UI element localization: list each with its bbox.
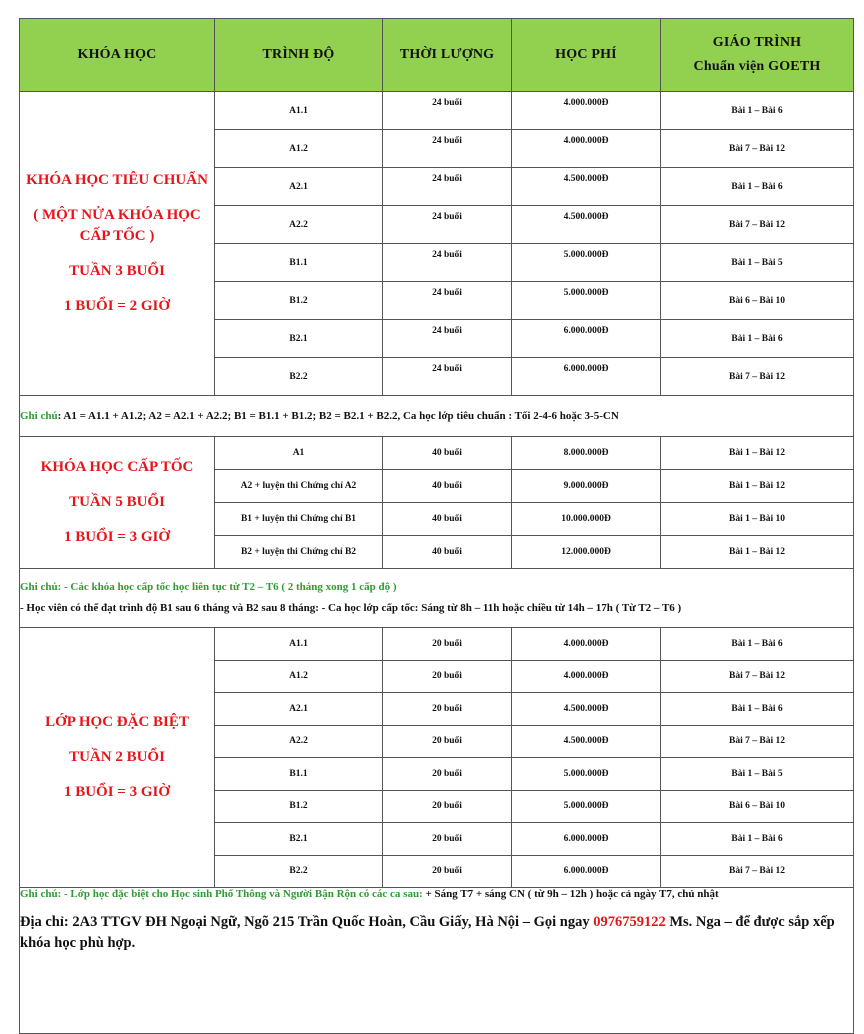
book-cell: Bài 7 – Bài 12 xyxy=(661,660,854,693)
book-cell: Bài 7 – Bài 12 xyxy=(661,358,854,396)
note-label: Ghi chú xyxy=(20,581,58,594)
book-cell: Bài 1 – Bài 12 xyxy=(661,437,854,470)
fee-cell: 4.500.000Đ xyxy=(512,168,661,206)
course-table xyxy=(19,18,854,1034)
level-cell: B1 + luyện thi Chứng chỉ B1 xyxy=(215,503,383,536)
duration-cell: 24 buổi xyxy=(383,244,512,282)
fee-cell: 4.500.000Đ xyxy=(512,206,661,244)
course-title-intensive xyxy=(20,437,215,569)
level-cell: A1.1 xyxy=(215,92,383,130)
table-row xyxy=(20,437,854,470)
book-cell: Bài 7 – Bài 12 xyxy=(661,130,854,168)
fee-cell: 12.000.000Đ xyxy=(512,536,661,569)
header-textbook-line1: GIÁO TRÌNH xyxy=(712,35,802,50)
note-line-1 xyxy=(20,577,853,598)
fee-cell: 4.500.000Đ xyxy=(512,725,661,758)
section-standard xyxy=(20,92,854,396)
header-fee: HỌC PHÍ xyxy=(512,19,661,92)
book-cell: Bài 7 – Bài 12 xyxy=(661,206,854,244)
note-row-intensive xyxy=(20,569,854,628)
note-text: + Sáng T7 + sáng CN ( từ 9h – 12h ) hoặc cả ngày T7, chủ nhật xyxy=(422,888,719,900)
book-cell: Bài 1 – Bài 6 xyxy=(661,92,854,130)
fee-cell: 6.000.000Đ xyxy=(512,358,661,396)
course-title-line: 1 BUỔI = 3 GIỜ xyxy=(63,784,171,800)
book-cell: Bài 6 – Bài 10 xyxy=(661,790,854,823)
duration-cell: 24 buổi xyxy=(383,358,512,396)
course-title-line: 1 BUỔI = 3 GIỜ xyxy=(63,529,171,545)
level-cell: B2 + luyện thi Chứng chỉ B2 xyxy=(215,536,383,569)
course-title-line: ( MỘT NỬA KHÓA HỌC CẤP TỐC ) xyxy=(33,207,201,244)
section-special xyxy=(20,628,854,888)
book-cell: Bài 7 – Bài 12 xyxy=(661,725,854,758)
fee-cell: 6.000.000Đ xyxy=(512,855,661,888)
level-cell: A2.2 xyxy=(215,725,383,758)
fee-cell: 4.000.000Đ xyxy=(512,628,661,661)
fee-cell: 10.000.000Đ xyxy=(512,503,661,536)
level-cell: B2.2 xyxy=(215,358,383,396)
course-title-special xyxy=(20,628,215,888)
note-label: Ghi chú xyxy=(20,888,58,900)
book-cell: Bài 1 – Bài 6 xyxy=(661,693,854,726)
course-title-line: 1 BUỔI = 2 GIỜ xyxy=(63,298,171,314)
header-row xyxy=(20,19,854,92)
duration-cell: 20 buổi xyxy=(383,725,512,758)
level-cell: A2.1 xyxy=(215,168,383,206)
header-textbook-line2: Chuẩn viện GOETH xyxy=(693,59,821,74)
level-cell: B2.2 xyxy=(215,855,383,888)
level-cell: B1.1 xyxy=(215,244,383,282)
course-title-line: TUẦN 2 BUỔI xyxy=(69,749,165,765)
note-text: : A1 = A1.1 + A1.2; A2 = A2.1 + A2.2; B1 = B1.1 + B1.2; B2 = B2.1 + B2.2, Ca học lớp tiêu chuẩn : Tối 2-4-6 hoặc 3-5-CN xyxy=(57,410,619,422)
level-cell: A1.1 xyxy=(215,628,383,661)
address-text: Địa chỉ: 2A3 TTGV ĐH Ngoại Ngữ, Ngõ 215 Trần Quốc Hoàn, Cầu Giấy, Hà Nội – Gọi ngay xyxy=(20,914,594,930)
duration-cell: 24 buổi xyxy=(383,206,512,244)
course-title-line: TUẦN 5 BUỔI xyxy=(69,494,165,510)
course-title-line: LỚP HỌC ĐẶC BIỆT xyxy=(45,714,189,730)
duration-cell: 20 buổi xyxy=(383,855,512,888)
level-cell: A2.1 xyxy=(215,693,383,726)
header-textbook xyxy=(661,19,854,92)
note-intensive xyxy=(20,569,854,628)
note-green-text: : - Lớp học đặc biệt cho Học sinh Phổ Thông và Người Bận Rộn có các ca sau: xyxy=(57,888,423,900)
book-cell: Bài 1 – Bài 5 xyxy=(661,244,854,282)
duration-cell: 24 buổi xyxy=(383,130,512,168)
duration-cell: 24 buổi xyxy=(383,320,512,358)
course-title-line: KHÓA HỌC CẤP TỐC xyxy=(40,459,194,475)
duration-cell: 20 buổi xyxy=(383,758,512,791)
note-row-special xyxy=(20,888,854,1034)
note-text: : - Các khóa học cấp tốc học liên tục từ T2 – T6 ( 2 tháng xong 1 cấp độ ) xyxy=(57,581,397,594)
level-cell: A1.2 xyxy=(215,660,383,693)
header-level: TRÌNH ĐỘ xyxy=(215,19,383,92)
course-title-standard xyxy=(20,92,215,396)
duration-cell: 20 buổi xyxy=(383,823,512,856)
level-cell: A1 xyxy=(215,437,383,470)
book-cell: Bài 1 – Bài 10 xyxy=(661,503,854,536)
book-cell: Bài 1 – Bài 6 xyxy=(661,823,854,856)
level-cell: B1.2 xyxy=(215,790,383,823)
duration-cell: 20 buổi xyxy=(383,660,512,693)
duration-cell: 24 buổi xyxy=(383,282,512,320)
duration-cell: 24 buổi xyxy=(383,168,512,206)
fee-cell: 5.000.000Đ xyxy=(512,282,661,320)
course-title-line: KHÓA HỌC TIÊU CHUẨN xyxy=(26,172,208,188)
book-cell: Bài 1 – Bài 5 xyxy=(661,758,854,791)
level-cell: B2.1 xyxy=(215,823,383,856)
fee-cell: 9.000.000Đ xyxy=(512,470,661,503)
address-suffix: Ms. Nga – để được sắp xếp khóa học phù hợp. xyxy=(20,914,835,952)
phone-number[interactable]: 0976759122 xyxy=(593,914,666,930)
level-cell: B1.1 xyxy=(215,758,383,791)
level-cell: B2.1 xyxy=(215,320,383,358)
level-cell: A2 + luyện thi Chứng chỉ A2 xyxy=(215,470,383,503)
fee-cell: 5.000.000Đ xyxy=(512,758,661,791)
duration-cell: 20 buổi xyxy=(383,693,512,726)
fee-cell: 4.000.000Đ xyxy=(512,130,661,168)
level-cell: A2.2 xyxy=(215,206,383,244)
header-course: KHÓA HỌC xyxy=(20,19,215,92)
duration-cell: 40 buổi xyxy=(383,503,512,536)
section-intensive xyxy=(20,437,854,569)
duration-cell: 40 buổi xyxy=(383,536,512,569)
book-cell: Bài 1 – Bài 12 xyxy=(661,470,854,503)
book-cell: Bài 7 – Bài 12 xyxy=(661,855,854,888)
duration-cell: 20 buổi xyxy=(383,790,512,823)
contact-address xyxy=(20,912,853,954)
duration-cell: 40 buổi xyxy=(383,437,512,470)
note-special xyxy=(20,888,854,1034)
fee-cell: 4.000.000Đ xyxy=(512,660,661,693)
note-line-2: - Học viên có thể đạt trình độ B1 sau 6 tháng và B2 sau 8 tháng: - Ca học lớp cấp tốc: Sáng từ 8h – 11h hoặc chiều từ 14h – 17h ( Từ T2 – T6 ) xyxy=(20,602,682,614)
table-row xyxy=(20,628,854,661)
level-cell: A1.2 xyxy=(215,130,383,168)
book-cell: Bài 1 – Bài 12 xyxy=(661,536,854,569)
book-cell: Bài 1 – Bài 6 xyxy=(661,168,854,206)
fee-cell: 6.000.000Đ xyxy=(512,320,661,358)
level-cell: B1.2 xyxy=(215,282,383,320)
book-cell: Bài 1 – Bài 6 xyxy=(661,320,854,358)
duration-cell: 24 buổi xyxy=(383,92,512,130)
note-label: Ghi chú xyxy=(20,410,58,422)
fee-cell: 4.000.000Đ xyxy=(512,92,661,130)
fee-cell: 5.000.000Đ xyxy=(512,790,661,823)
note-row-standard xyxy=(20,396,854,437)
fee-cell: 4.500.000Đ xyxy=(512,693,661,726)
course-title-line: TUẦN 3 BUỔI xyxy=(69,263,165,279)
note-special-line xyxy=(20,888,853,900)
table-row xyxy=(20,92,854,130)
note-standard xyxy=(20,396,854,437)
fee-cell: 6.000.000Đ xyxy=(512,823,661,856)
book-cell: Bài 1 – Bài 6 xyxy=(661,628,854,661)
fee-cell: 5.000.000Đ xyxy=(512,244,661,282)
book-cell: Bài 6 – Bài 10 xyxy=(661,282,854,320)
fee-cell: 8.000.000Đ xyxy=(512,437,661,470)
duration-cell: 20 buổi xyxy=(383,628,512,661)
header-duration: THỜI LƯỢNG xyxy=(383,19,512,92)
duration-cell: 40 buổi xyxy=(383,470,512,503)
